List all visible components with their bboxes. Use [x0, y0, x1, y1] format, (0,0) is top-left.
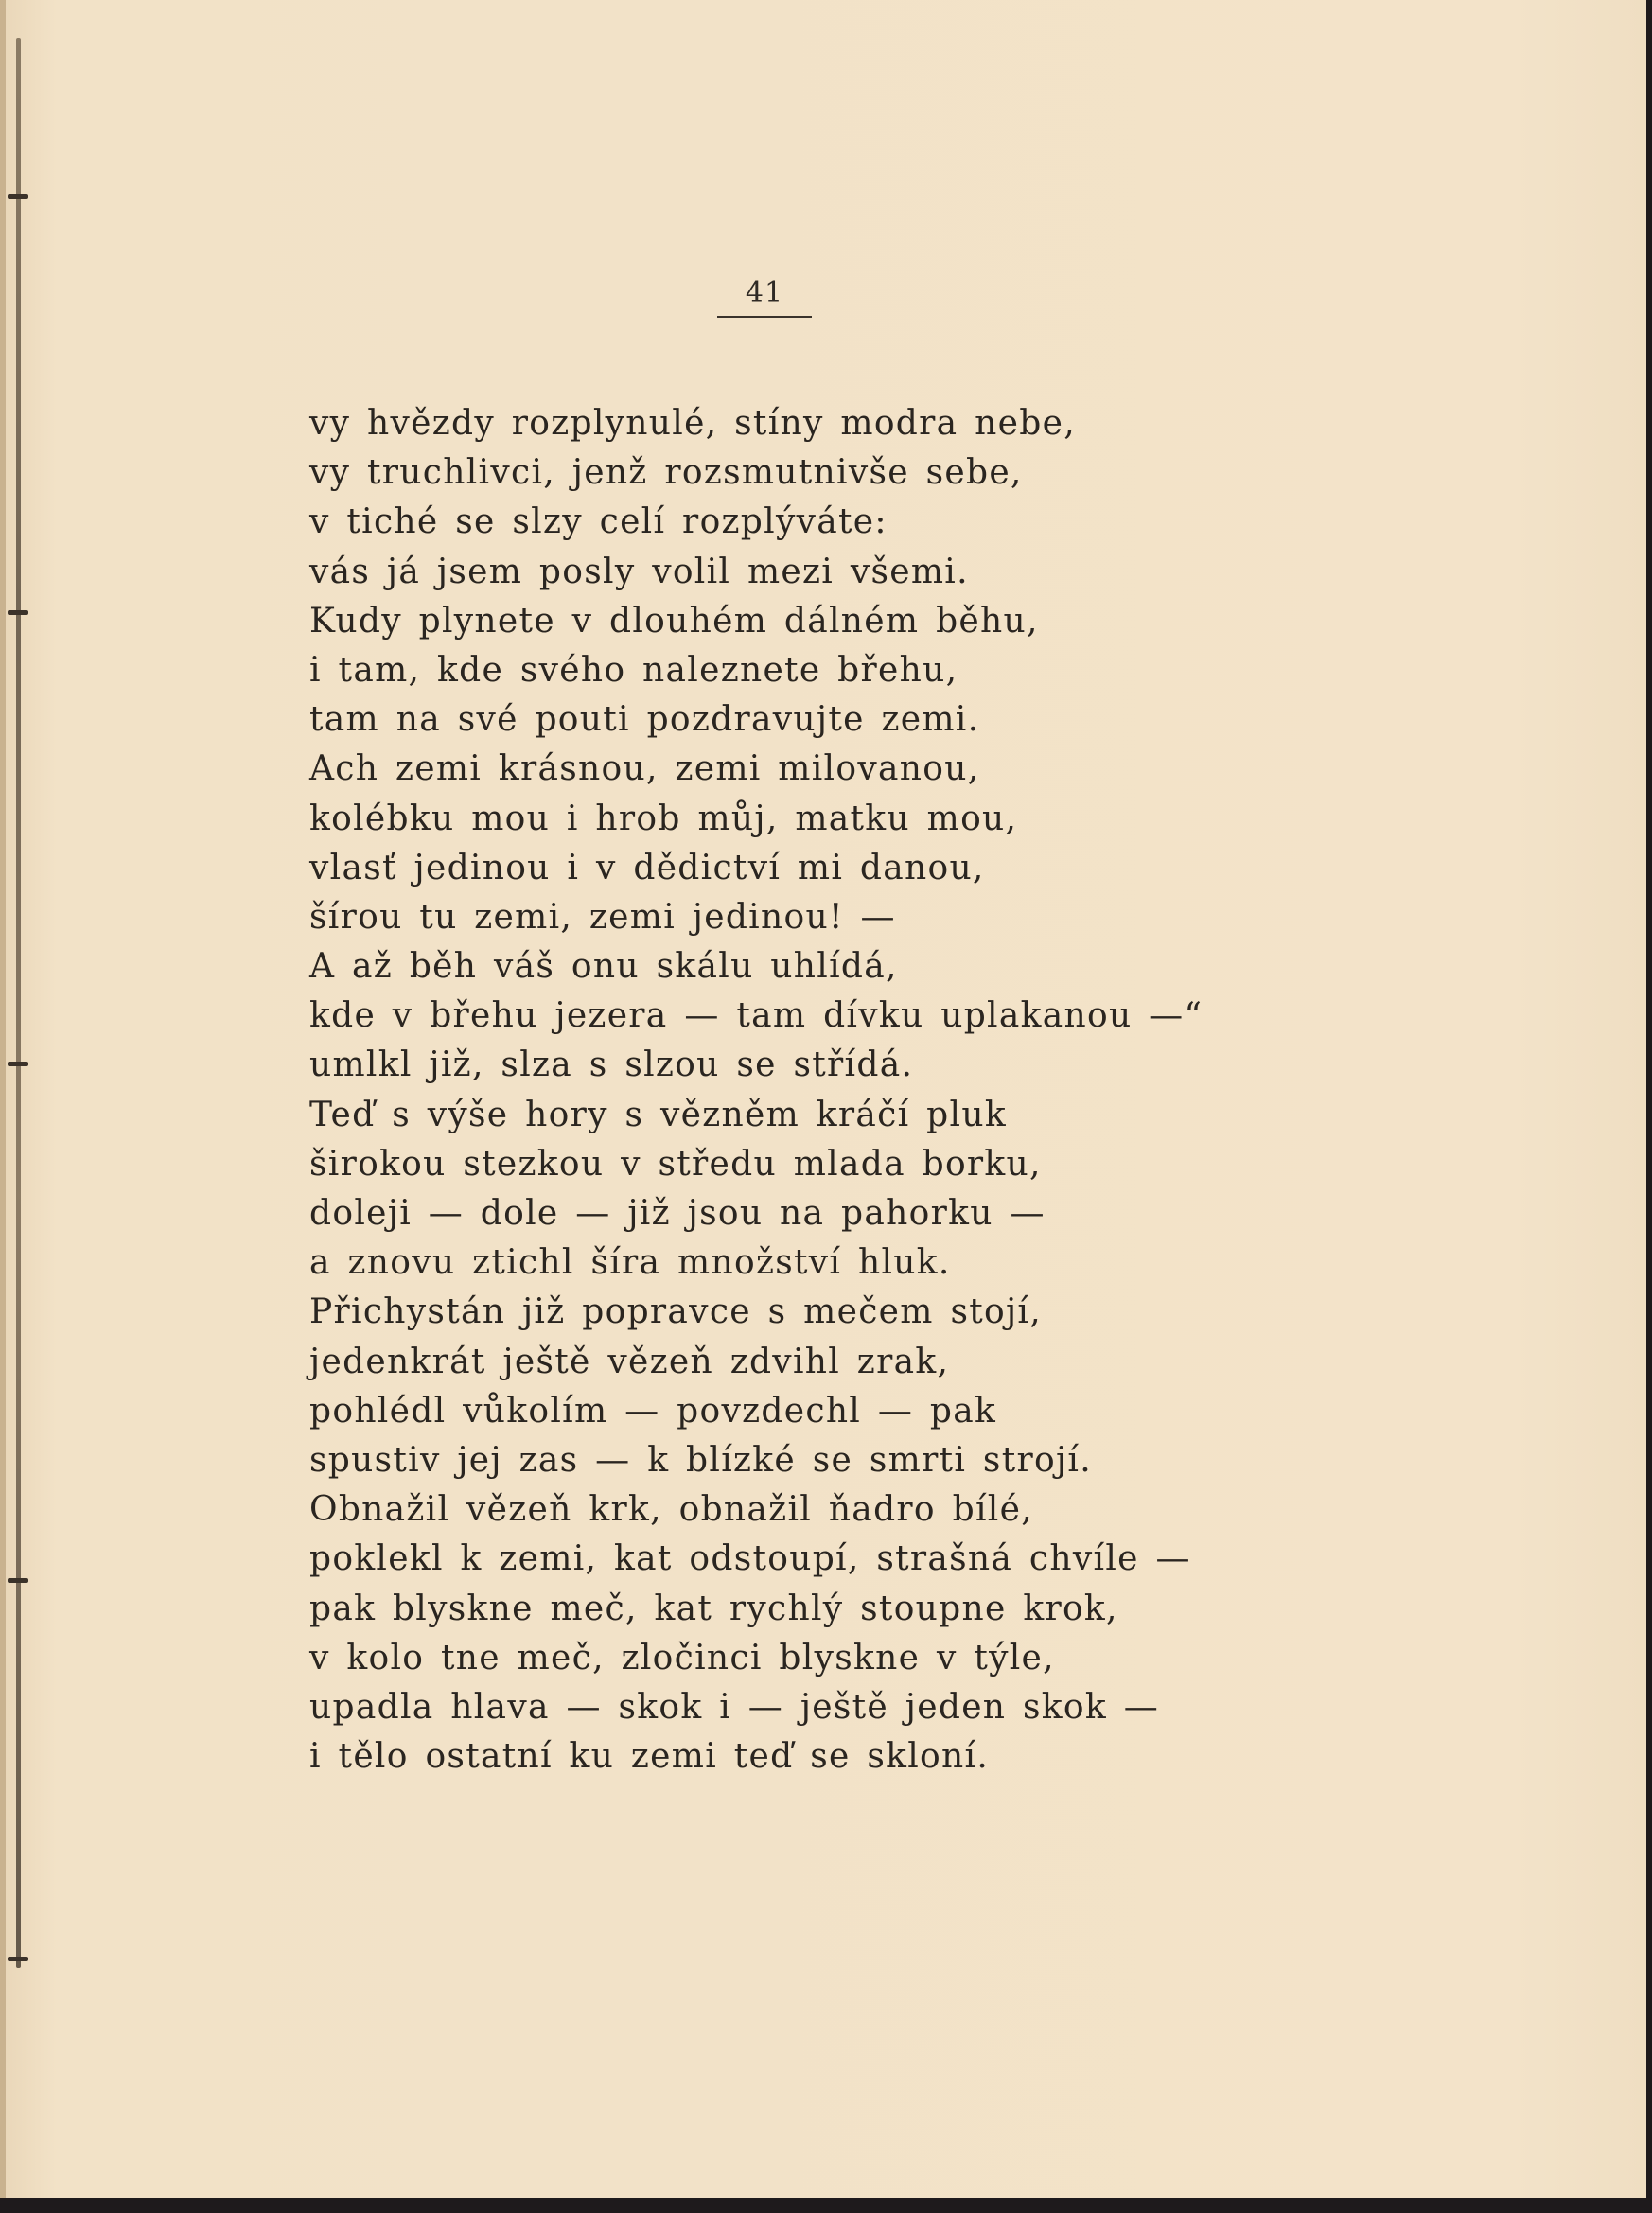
poem-line: vlasť jedinou i v dědictví mi danou, — [309, 848, 985, 887]
poem-line: pohlédl vůkolím — povzdechl — pak — [309, 1391, 997, 1431]
binding-thread-mark — [8, 1578, 28, 1583]
binding-edge — [0, 0, 28, 2198]
poem-line: vy truchlivci, jenž rozsmutnivše sebe, — [309, 453, 1023, 493]
poem-line: vy hvězdy rozplynulé, stíny modra nebe, — [309, 404, 1076, 443]
poem-line: A až běh váš onu skálu uhlídá, — [309, 947, 898, 987]
poem-line: kde v břehu jezera — tam dívku uplakanou —“ — [309, 996, 1204, 1036]
page-header — [715, 274, 814, 318]
poem-line: Přichystán již popravce s mečem stojí, — [309, 1292, 1042, 1332]
poem-line: v kolo tne meč, zločinci blyskne v týle, — [309, 1638, 1055, 1677]
poem-line: doleji — dole — již jsou na pahorku — — [309, 1194, 1046, 1233]
page-edge — [0, 0, 6, 2198]
poem-line: šírou tu zemi, zemi jedinou! — — [309, 897, 896, 937]
poem-line: a znovu ztichl šíra množství hluk. — [309, 1243, 951, 1283]
poem-line: Teď s výše hory s vězněm kráčí pluk — [309, 1095, 1007, 1134]
poem-line: vás já jsem posly volil mezi všemi. — [309, 552, 969, 591]
poem-line: i tělo ostatní ku zemi teď se skloní. — [309, 1737, 990, 1777]
poem-line: Kudy plynete v dlouhém dálném běhu, — [309, 601, 1039, 641]
poem-line: upadla hlava — skok i — ještě jeden skok — — [309, 1687, 1160, 1727]
poem-line: tam na své pouti pozdravujte zemi. — [309, 700, 980, 740]
poem-line: i tam, kde svého naleznete břehu, — [309, 650, 958, 690]
poem-line: širokou stezkou v středu mlada borku, — [309, 1144, 1042, 1184]
poem-line: Obnažil vězeň krk, obnažil ňadro bílé, — [309, 1490, 1033, 1530]
binding-thread-mark — [8, 1957, 28, 1961]
poem-line: poklekl k zemi, kat odstoupí, strašná chvíle — — [309, 1539, 1191, 1579]
poem-line: Ach zemi krásnou, zemi milovanou, — [309, 749, 980, 789]
page-number-rule — [717, 316, 812, 318]
binding-thread-mark — [8, 610, 28, 615]
poem-line: kolébku mou i hrob můj, matku mou, — [309, 799, 1018, 838]
binding-thread-mark — [8, 1062, 28, 1066]
binding-thread-mark — [8, 194, 28, 199]
poem-line: spustiv jej zas — k blízké se smrti strojí. — [309, 1440, 1092, 1480]
poem-line: jedenkrát ještě vězeň zdvihl zrak, — [309, 1342, 950, 1381]
poem-line: umlkl již, slza s slzou se střídá. — [309, 1045, 914, 1085]
poem-line: v tiché se slzy celí rozplýváte: — [309, 502, 888, 542]
poem-text — [309, 399, 1350, 1782]
binding-stitch — [16, 38, 21, 1968]
poem-line: pak blyskne meč, kat rychlý stoupne krok, — [309, 1589, 1118, 1628]
page-number: 41 — [745, 276, 784, 309]
